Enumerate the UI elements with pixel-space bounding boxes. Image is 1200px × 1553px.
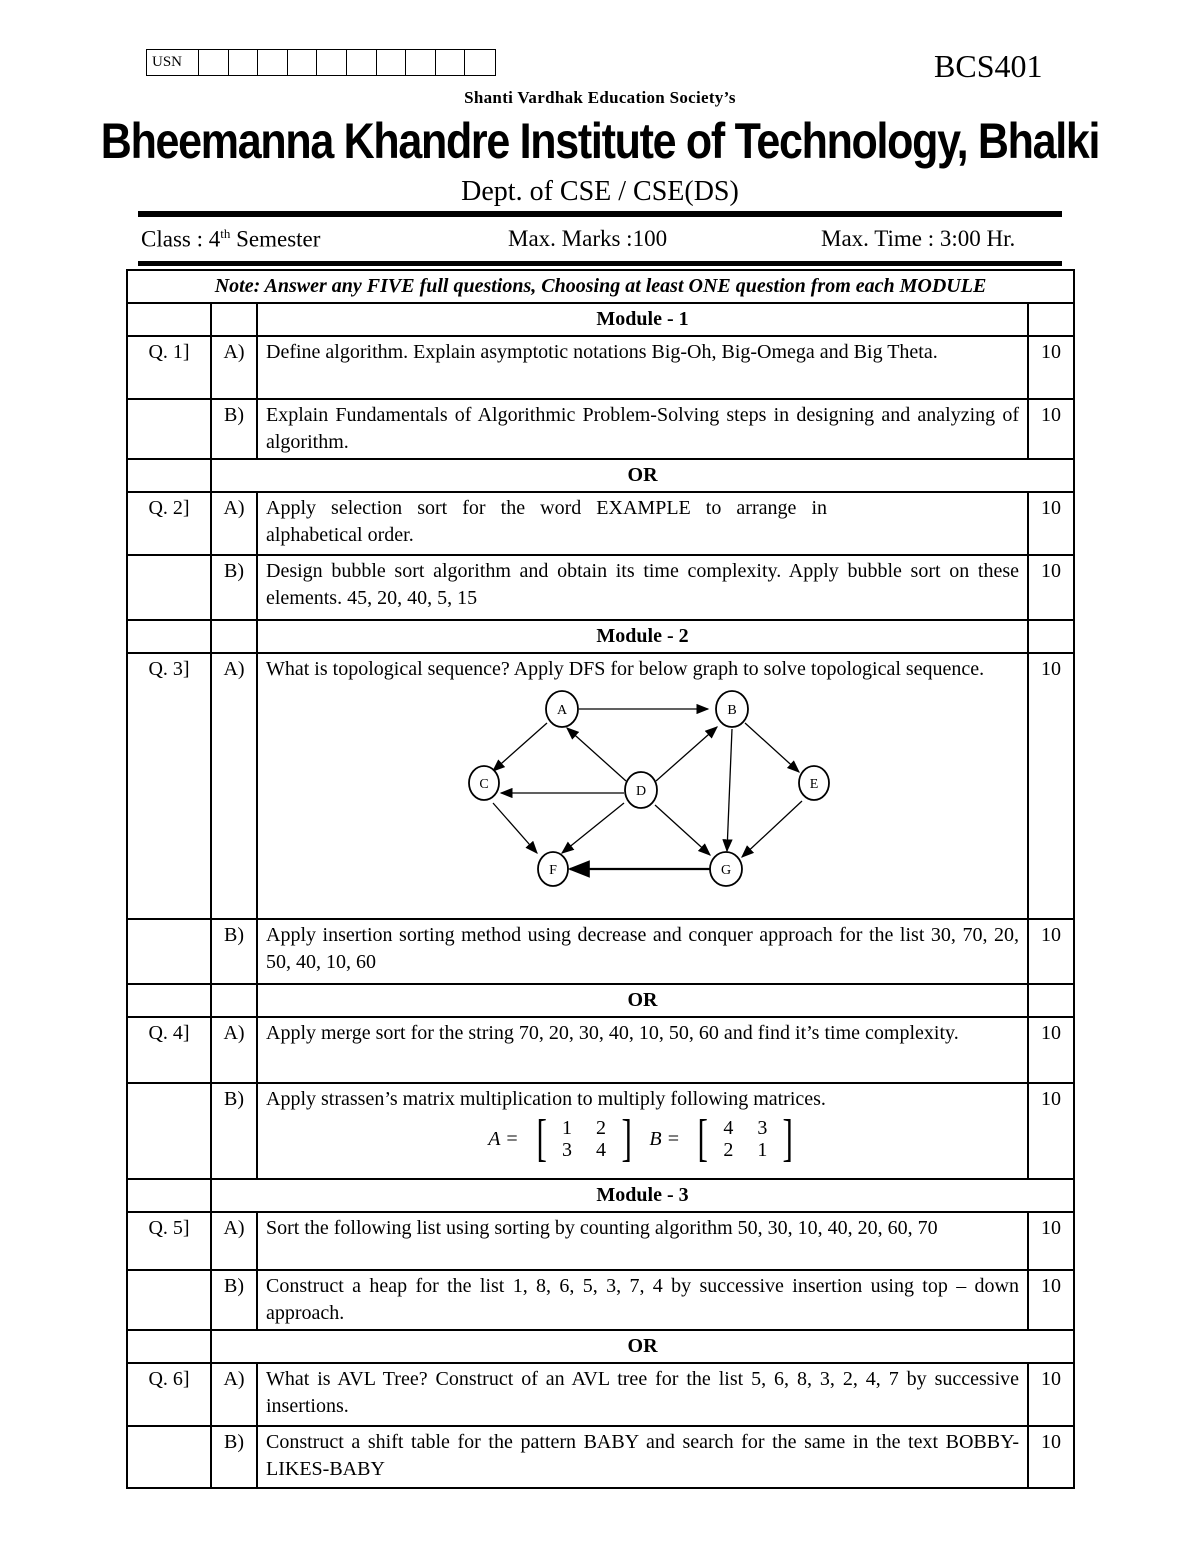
question-text: What is topological sequence? Apply DFS for below graph to solve topological sequence. xyxy=(266,658,985,680)
usn-box xyxy=(146,49,496,76)
node-label-d: D xyxy=(635,784,647,799)
edge-b-g xyxy=(727,729,732,851)
usn-cell xyxy=(436,50,466,75)
matrix-b-label: B = xyxy=(649,1127,681,1150)
question-text: Construct a shift table for the pattern BABY and search for the same in the text BOBBY-LIKES-BABY xyxy=(257,1426,1028,1488)
edge-c-f xyxy=(493,803,537,853)
question-text: Apply selection sort for the word EXAMPLE to arrange in alphabetical order. xyxy=(257,492,1028,555)
marks: 10 xyxy=(1028,1426,1074,1488)
usn-cell xyxy=(317,50,347,75)
edge-a-c xyxy=(493,723,547,771)
part-label: A) xyxy=(211,1363,257,1426)
marks: 10 xyxy=(1028,1212,1074,1270)
part-label: A) xyxy=(211,492,257,555)
part-label: B) xyxy=(211,1270,257,1330)
divider xyxy=(138,211,1062,217)
question-number: Q. 2] xyxy=(127,492,211,555)
question-text: Construct a heap for the list 1, 8, 6, 5, 3, 7, 4 by successive insertion using top – down approach. xyxy=(257,1270,1028,1330)
node-label-g: G xyxy=(720,863,732,878)
node-label-f: F xyxy=(549,863,557,878)
or-divider: OR xyxy=(211,459,1074,492)
node-label-b: B xyxy=(727,703,737,718)
module-heading: Module - 3 xyxy=(211,1179,1074,1212)
matrix-a: [ 1 2 3 4 ] xyxy=(536,1110,632,1167)
department: Dept. of CSE / CSE(DS) xyxy=(461,176,739,207)
usn-cell xyxy=(258,50,288,75)
dag-graph xyxy=(266,683,1026,888)
usn-cell xyxy=(229,50,259,75)
marks: 10 xyxy=(1028,336,1074,399)
matrix-a-label: A = xyxy=(488,1127,519,1150)
marks: 10 xyxy=(1028,1363,1074,1426)
usn-label: USN xyxy=(147,50,199,75)
edge-d-f xyxy=(562,803,624,853)
matrix-equation xyxy=(266,1110,1019,1167)
part-label: B) xyxy=(211,1083,257,1179)
edge-d-a xyxy=(567,728,626,781)
matrix-b: [ 4 3 2 1 ] xyxy=(697,1110,794,1167)
question-number: Q. 5] xyxy=(127,1212,211,1270)
part-label: A) xyxy=(211,653,257,919)
instructions-note: Note: Answer any FIVE full questions, Choosing at least ONE question from each MODULE xyxy=(127,270,1074,303)
question-text: Apply strassen’s matrix multiplication to multiply following matrices. xyxy=(266,1088,826,1110)
question-text: Design bubble sort algorithm and obtain its time complexity. Apply bubble sort on these elements. 45, 20, 40, 5, 15 xyxy=(257,555,1028,620)
marks: 10 xyxy=(1028,399,1074,459)
institute-name: Bheemanna Khandre Institute of Technology, Bhalki xyxy=(100,113,1100,169)
question-text: Define algorithm. Explain asymptotic notations Big-Oh, Big-Omega and Big Theta. xyxy=(257,336,1028,399)
part-label: B) xyxy=(211,555,257,620)
divider xyxy=(138,261,1062,266)
question-text: Explain Fundamentals of Algorithmic Problem-Solving steps in designing and analyzing of algorithm. xyxy=(257,399,1028,459)
marks: 10 xyxy=(1028,653,1074,919)
edge-b-e xyxy=(745,723,799,772)
question-text: Apply insertion sorting method using decrease and conquer approach for the list 30, 70, 20, 50, 40, 10, 60 xyxy=(257,919,1028,984)
question-number: Q. 3] xyxy=(127,653,211,919)
question-text: Sort the following list using sorting by counting algorithm 50, 30, 10, 40, 20, 60, 70 xyxy=(257,1212,1028,1270)
module-heading: Module - 2 xyxy=(257,620,1028,653)
question-number: Q. 4] xyxy=(127,1017,211,1083)
question-number: Q. 6] xyxy=(127,1363,211,1426)
or-divider: OR xyxy=(257,984,1028,1017)
question-number: Q. 1] xyxy=(127,336,211,399)
usn-cell xyxy=(406,50,436,75)
part-label: B) xyxy=(211,399,257,459)
node-label-e: E xyxy=(809,777,819,792)
marks: 10 xyxy=(1028,1083,1074,1179)
part-label: B) xyxy=(211,919,257,984)
usn-cell xyxy=(199,50,229,75)
marks: 10 xyxy=(1028,919,1074,984)
question-table xyxy=(126,269,1075,1489)
max-marks: Max. Marks :100 xyxy=(508,226,668,251)
node-label-c: C xyxy=(479,777,489,792)
max-time: Max. Time : 3:00 Hr. xyxy=(821,226,1016,251)
question-text: What is AVL Tree? Construct of an AVL tree for the list 5, 6, 8, 3, 2, 4, 7 by successive insertions. xyxy=(257,1363,1028,1426)
class-info: Class : 4th Semester xyxy=(141,226,321,252)
edge-d-b xyxy=(656,727,717,781)
part-label: A) xyxy=(211,1017,257,1083)
part-label: A) xyxy=(211,1212,257,1270)
part-label: A) xyxy=(211,336,257,399)
part-label: B) xyxy=(211,1426,257,1488)
usn-cell xyxy=(288,50,318,75)
course-code: BCS401 xyxy=(934,48,1043,84)
marks: 10 xyxy=(1028,555,1074,620)
usn-cell xyxy=(465,50,495,75)
question-text: Apply merge sort for the string 70, 20, 30, 40, 10, 50, 60 and find it’s time complexity. xyxy=(257,1017,1028,1083)
usn-cell xyxy=(347,50,377,75)
edge-d-g xyxy=(655,805,710,855)
marks: 10 xyxy=(1028,1270,1074,1330)
society-name: Shanti Vardhak Education Society’s xyxy=(464,88,736,107)
or-divider: OR xyxy=(211,1330,1074,1363)
marks: 10 xyxy=(1028,1017,1074,1083)
usn-cell xyxy=(377,50,407,75)
module-heading: Module - 1 xyxy=(257,303,1028,336)
marks: 10 xyxy=(1028,492,1074,555)
edge-e-g xyxy=(742,801,802,857)
node-label-a: A xyxy=(556,703,568,718)
